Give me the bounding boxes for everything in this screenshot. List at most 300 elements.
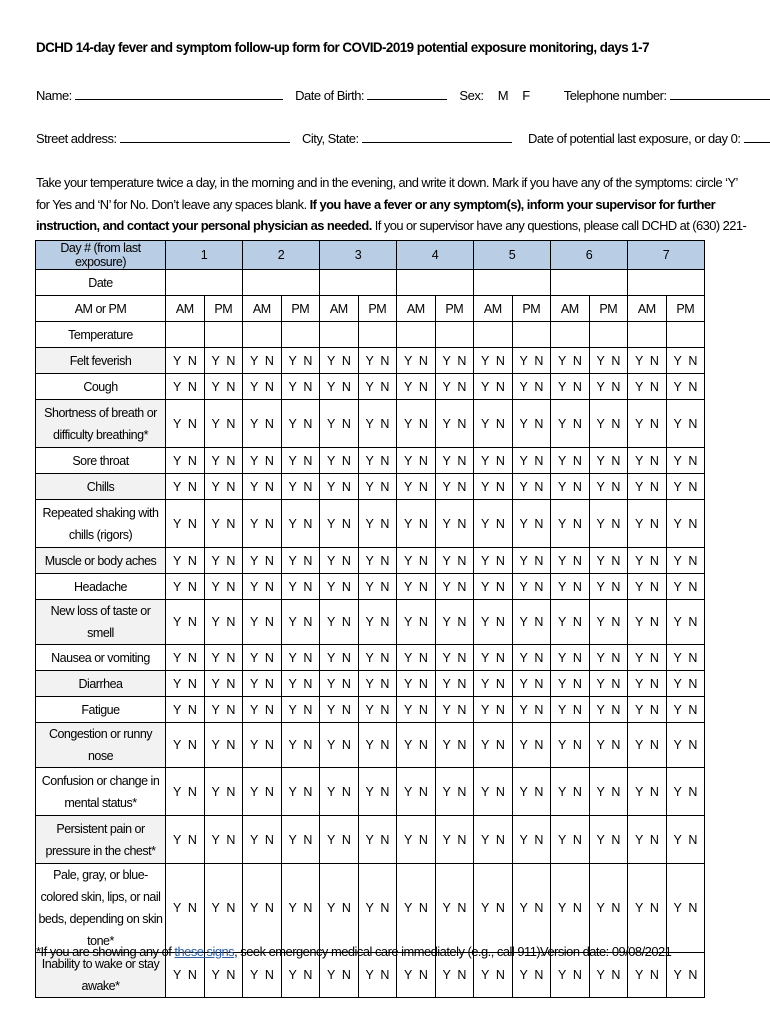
yes-option[interactable]: Y: [673, 553, 682, 568]
yn-cell[interactable]: [281, 953, 320, 998]
yn-cell[interactable]: [628, 864, 667, 953]
yn-cell[interactable]: [628, 574, 667, 600]
yn-cell[interactable]: [204, 723, 243, 768]
yes-option[interactable]: Y: [519, 453, 528, 468]
no-option[interactable]: N: [264, 579, 274, 594]
no-option[interactable]: N: [495, 453, 505, 468]
no-option[interactable]: N: [649, 832, 659, 847]
yn-cell[interactable]: [320, 574, 359, 600]
yes-option[interactable]: Y: [211, 832, 220, 847]
yn-cell[interactable]: [474, 600, 513, 645]
yn-cell[interactable]: [589, 574, 628, 600]
no-option[interactable]: N: [611, 379, 620, 394]
yn-cell[interactable]: [666, 671, 705, 697]
yn-cell[interactable]: [358, 953, 397, 998]
no-option[interactable]: N: [688, 553, 697, 568]
temperature-cell[interactable]: [166, 322, 205, 348]
yes-option[interactable]: Y: [365, 968, 374, 982]
yes-option[interactable]: Y: [365, 353, 374, 368]
yn-cell[interactable]: [397, 448, 436, 474]
no-option[interactable]: N: [341, 553, 351, 568]
yes-option[interactable]: Y: [173, 379, 181, 394]
no-option[interactable]: N: [303, 702, 312, 717]
yn-cell[interactable]: [166, 953, 205, 998]
yn-cell[interactable]: [628, 768, 667, 816]
no-option[interactable]: N: [649, 615, 659, 629]
yes-option[interactable]: Y: [365, 579, 374, 594]
yn-cell[interactable]: [628, 697, 667, 723]
yes-option[interactable]: Y: [481, 516, 489, 531]
no-option[interactable]: N: [649, 479, 659, 494]
no-option[interactable]: N: [611, 650, 620, 665]
yes-option[interactable]: Y: [365, 784, 374, 799]
no-option[interactable]: N: [303, 579, 312, 594]
yes-option[interactable]: Y: [481, 901, 489, 915]
yn-cell[interactable]: [358, 348, 397, 374]
no-option[interactable]: N: [341, 650, 351, 665]
yn-cell[interactable]: [166, 723, 205, 768]
yes-option[interactable]: Y: [596, 901, 605, 915]
date-cell[interactable]: [397, 270, 474, 296]
no-option[interactable]: N: [187, 379, 197, 394]
no-option[interactable]: N: [495, 968, 505, 982]
yn-cell[interactable]: [551, 671, 590, 697]
no-option[interactable]: N: [264, 832, 274, 847]
yes-option[interactable]: Y: [635, 353, 643, 368]
yn-cell[interactable]: [320, 474, 359, 500]
yn-cell[interactable]: [666, 645, 705, 671]
yn-cell[interactable]: [397, 723, 436, 768]
no-option[interactable]: N: [457, 553, 466, 568]
yes-option[interactable]: Y: [673, 676, 682, 691]
no-option[interactable]: N: [187, 702, 197, 717]
yes-option[interactable]: Y: [365, 516, 374, 531]
yes-option[interactable]: Y: [673, 784, 682, 799]
yn-cell[interactable]: [358, 400, 397, 448]
yn-cell[interactable]: [551, 474, 590, 500]
no-option[interactable]: N: [534, 353, 543, 368]
phone-field[interactable]: [670, 86, 770, 100]
yn-cell[interactable]: [166, 768, 205, 816]
no-option[interactable]: N: [649, 579, 659, 594]
no-option[interactable]: N: [418, 416, 428, 431]
no-option[interactable]: N: [572, 479, 582, 494]
yn-cell[interactable]: [320, 768, 359, 816]
yes-option[interactable]: Y: [442, 832, 451, 847]
yes-option[interactable]: Y: [673, 353, 682, 368]
yes-option[interactable]: Y: [519, 553, 528, 568]
yes-option[interactable]: Y: [404, 353, 412, 368]
yn-cell[interactable]: [474, 348, 513, 374]
no-option[interactable]: N: [341, 676, 351, 691]
no-option[interactable]: N: [611, 901, 620, 915]
yes-option[interactable]: Y: [404, 379, 412, 394]
yn-cell[interactable]: [551, 374, 590, 400]
yes-option[interactable]: Y: [481, 479, 489, 494]
yn-cell[interactable]: [358, 697, 397, 723]
no-option[interactable]: N: [649, 516, 659, 531]
no-option[interactable]: N: [688, 650, 697, 665]
yn-cell[interactable]: [512, 768, 551, 816]
yn-cell[interactable]: [474, 697, 513, 723]
yn-cell[interactable]: [435, 474, 474, 500]
yn-cell[interactable]: [512, 816, 551, 864]
no-option[interactable]: N: [457, 416, 466, 431]
no-option[interactable]: N: [187, 579, 197, 594]
yes-option[interactable]: Y: [673, 453, 682, 468]
yes-option[interactable]: Y: [673, 615, 682, 629]
no-option[interactable]: N: [303, 379, 312, 394]
yn-cell[interactable]: [397, 574, 436, 600]
no-option[interactable]: N: [688, 453, 697, 468]
no-option[interactable]: N: [187, 353, 197, 368]
yn-cell[interactable]: [204, 500, 243, 548]
yn-cell[interactable]: [666, 697, 705, 723]
yes-option[interactable]: Y: [673, 650, 682, 665]
yes-option[interactable]: Y: [365, 453, 374, 468]
yes-option[interactable]: Y: [442, 615, 451, 629]
no-option[interactable]: N: [187, 416, 197, 431]
yes-option[interactable]: Y: [558, 553, 566, 568]
no-option[interactable]: N: [226, 901, 235, 915]
yn-cell[interactable]: [281, 474, 320, 500]
yn-cell[interactable]: [512, 448, 551, 474]
yes-option[interactable]: Y: [596, 453, 605, 468]
yes-option[interactable]: Y: [173, 702, 181, 717]
no-option[interactable]: N: [264, 379, 274, 394]
no-option[interactable]: N: [380, 968, 389, 982]
no-option[interactable]: N: [380, 353, 389, 368]
yn-cell[interactable]: [397, 374, 436, 400]
yes-option[interactable]: Y: [211, 901, 220, 915]
yes-option[interactable]: Y: [558, 702, 566, 717]
no-option[interactable]: N: [572, 738, 582, 752]
yes-option[interactable]: Y: [211, 968, 220, 982]
no-option[interactable]: N: [187, 453, 197, 468]
no-option[interactable]: N: [495, 650, 505, 665]
no-option[interactable]: N: [649, 379, 659, 394]
yn-cell[interactable]: [589, 645, 628, 671]
no-option[interactable]: N: [226, 453, 235, 468]
yes-option[interactable]: Y: [442, 738, 451, 752]
no-option[interactable]: N: [611, 615, 620, 629]
no-option[interactable]: N: [380, 516, 389, 531]
date-cell[interactable]: [474, 270, 551, 296]
yn-cell[interactable]: [358, 500, 397, 548]
yn-cell[interactable]: [666, 574, 705, 600]
yes-option[interactable]: Y: [442, 702, 451, 717]
yn-cell[interactable]: [320, 400, 359, 448]
yes-option[interactable]: Y: [596, 615, 605, 629]
yn-cell[interactable]: [628, 500, 667, 548]
no-option[interactable]: N: [264, 479, 274, 494]
no-option[interactable]: N: [226, 479, 235, 494]
yn-cell[interactable]: [474, 671, 513, 697]
yes-option[interactable]: Y: [365, 553, 374, 568]
no-option[interactable]: N: [187, 479, 197, 494]
yn-cell[interactable]: [281, 768, 320, 816]
no-option[interactable]: N: [341, 968, 351, 982]
date-cell[interactable]: [551, 270, 628, 296]
yn-cell[interactable]: [589, 953, 628, 998]
no-option[interactable]: N: [572, 516, 582, 531]
yes-option[interactable]: Y: [288, 353, 297, 368]
temperature-cell[interactable]: [358, 322, 397, 348]
no-option[interactable]: N: [495, 379, 505, 394]
temperature-cell[interactable]: [666, 322, 705, 348]
yn-cell[interactable]: [281, 864, 320, 953]
no-option[interactable]: N: [611, 784, 620, 799]
yes-option[interactable]: Y: [442, 479, 451, 494]
yn-cell[interactable]: [358, 671, 397, 697]
yes-option[interactable]: Y: [288, 901, 297, 915]
yn-cell[interactable]: [474, 500, 513, 548]
yn-cell[interactable]: [628, 600, 667, 645]
yn-cell[interactable]: [204, 448, 243, 474]
yn-cell[interactable]: [551, 864, 590, 953]
no-option[interactable]: N: [611, 676, 620, 691]
no-option[interactable]: N: [534, 901, 543, 915]
temperature-cell[interactable]: [474, 322, 513, 348]
yes-option[interactable]: Y: [442, 553, 451, 568]
yes-option[interactable]: Y: [442, 516, 451, 531]
yes-option[interactable]: Y: [442, 676, 451, 691]
no-option[interactable]: N: [418, 968, 428, 982]
no-option[interactable]: N: [341, 353, 351, 368]
no-option[interactable]: N: [187, 832, 197, 847]
yes-option[interactable]: Y: [558, 479, 566, 494]
yn-cell[interactable]: [551, 548, 590, 574]
yes-option[interactable]: Y: [327, 968, 335, 982]
yes-option[interactable]: Y: [211, 615, 220, 629]
no-option[interactable]: N: [264, 901, 274, 915]
yes-option[interactable]: Y: [558, 676, 566, 691]
yes-option[interactable]: Y: [442, 901, 451, 915]
no-option[interactable]: N: [226, 968, 235, 982]
no-option[interactable]: N: [418, 516, 428, 531]
no-option[interactable]: N: [418, 453, 428, 468]
no-option[interactable]: N: [341, 615, 351, 629]
no-option[interactable]: N: [495, 676, 505, 691]
no-option[interactable]: N: [380, 901, 389, 915]
no-option[interactable]: N: [611, 968, 620, 982]
no-option[interactable]: N: [495, 832, 505, 847]
yn-cell[interactable]: [320, 600, 359, 645]
yn-cell[interactable]: [435, 348, 474, 374]
no-option[interactable]: N: [226, 784, 235, 799]
yn-cell[interactable]: [358, 548, 397, 574]
no-option[interactable]: N: [187, 553, 197, 568]
no-option[interactable]: N: [534, 702, 543, 717]
no-option[interactable]: N: [303, 453, 312, 468]
yn-cell[interactable]: [512, 953, 551, 998]
yes-option[interactable]: Y: [173, 353, 181, 368]
yn-cell[interactable]: [589, 816, 628, 864]
no-option[interactable]: N: [688, 676, 697, 691]
no-option[interactable]: N: [418, 379, 428, 394]
no-option[interactable]: N: [303, 479, 312, 494]
yes-option[interactable]: Y: [596, 516, 605, 531]
yes-option[interactable]: Y: [442, 379, 451, 394]
yes-option[interactable]: Y: [519, 784, 528, 799]
no-option[interactable]: N: [303, 416, 312, 431]
yn-cell[interactable]: [435, 448, 474, 474]
yn-cell[interactable]: [320, 548, 359, 574]
yes-option[interactable]: Y: [519, 479, 528, 494]
yn-cell[interactable]: [589, 671, 628, 697]
no-option[interactable]: N: [187, 901, 197, 915]
yn-cell[interactable]: [474, 864, 513, 953]
yes-option[interactable]: Y: [173, 676, 181, 691]
no-option[interactable]: N: [534, 784, 543, 799]
yn-cell[interactable]: [666, 600, 705, 645]
these-signs-link[interactable]: these signs: [174, 944, 235, 959]
yes-option[interactable]: Y: [673, 579, 682, 594]
no-option[interactable]: N: [303, 738, 312, 752]
no-option[interactable]: N: [688, 738, 697, 752]
no-option[interactable]: N: [380, 453, 389, 468]
yes-option[interactable]: Y: [481, 676, 489, 691]
yes-option[interactable]: Y: [211, 479, 220, 494]
yes-option[interactable]: Y: [211, 738, 220, 752]
yes-option[interactable]: Y: [250, 832, 258, 847]
no-option[interactable]: N: [534, 650, 543, 665]
yes-option[interactable]: Y: [327, 738, 335, 752]
yes-option[interactable]: Y: [365, 901, 374, 915]
yn-cell[interactable]: [166, 374, 205, 400]
yn-cell[interactable]: [243, 953, 282, 998]
no-option[interactable]: N: [187, 650, 197, 665]
yn-cell[interactable]: [358, 374, 397, 400]
yn-cell[interactable]: [512, 348, 551, 374]
yn-cell[interactable]: [512, 574, 551, 600]
yes-option[interactable]: Y: [635, 784, 643, 799]
no-option[interactable]: N: [226, 738, 235, 752]
yn-cell[interactable]: [474, 548, 513, 574]
yn-cell[interactable]: [320, 500, 359, 548]
no-option[interactable]: N: [457, 784, 466, 799]
yn-cell[interactable]: [358, 448, 397, 474]
no-option[interactable]: N: [418, 901, 428, 915]
no-option[interactable]: N: [688, 479, 697, 494]
yes-option[interactable]: Y: [404, 784, 412, 799]
yes-option[interactable]: Y: [558, 738, 566, 752]
yes-option[interactable]: Y: [635, 615, 643, 629]
yes-option[interactable]: Y: [519, 702, 528, 717]
no-option[interactable]: N: [380, 702, 389, 717]
no-option[interactable]: N: [495, 784, 505, 799]
yes-option[interactable]: Y: [327, 650, 335, 665]
yn-cell[interactable]: [397, 600, 436, 645]
yn-cell[interactable]: [204, 574, 243, 600]
yn-cell[interactable]: [551, 500, 590, 548]
no-option[interactable]: N: [226, 650, 235, 665]
yes-option[interactable]: Y: [211, 784, 220, 799]
no-option[interactable]: N: [688, 416, 697, 431]
yes-option[interactable]: Y: [673, 968, 682, 982]
no-option[interactable]: N: [380, 579, 389, 594]
no-option[interactable]: N: [457, 479, 466, 494]
no-option[interactable]: N: [303, 353, 312, 368]
yn-cell[interactable]: [512, 864, 551, 953]
no-option[interactable]: N: [341, 416, 351, 431]
yes-option[interactable]: Y: [519, 353, 528, 368]
no-option[interactable]: N: [457, 901, 466, 915]
yn-cell[interactable]: [474, 400, 513, 448]
yes-option[interactable]: Y: [250, 738, 258, 752]
yes-option[interactable]: Y: [327, 615, 335, 629]
yn-cell[interactable]: [512, 723, 551, 768]
yes-option[interactable]: Y: [558, 615, 566, 629]
yn-cell[interactable]: [512, 374, 551, 400]
yes-option[interactable]: Y: [173, 453, 181, 468]
yes-option[interactable]: Y: [558, 453, 566, 468]
yes-option[interactable]: Y: [596, 832, 605, 847]
yn-cell[interactable]: [397, 816, 436, 864]
yes-option[interactable]: Y: [250, 784, 258, 799]
yes-option[interactable]: Y: [173, 650, 181, 665]
no-option[interactable]: N: [611, 479, 620, 494]
yes-option[interactable]: Y: [365, 379, 374, 394]
yn-cell[interactable]: [243, 864, 282, 953]
yn-cell[interactable]: [204, 374, 243, 400]
yes-option[interactable]: Y: [519, 968, 528, 982]
no-option[interactable]: N: [226, 615, 235, 629]
yes-option[interactable]: Y: [519, 676, 528, 691]
no-option[interactable]: N: [572, 968, 582, 982]
no-option[interactable]: N: [380, 479, 389, 494]
no-option[interactable]: N: [303, 553, 312, 568]
yn-cell[interactable]: [551, 645, 590, 671]
yn-cell[interactable]: [666, 953, 705, 998]
yn-cell[interactable]: [512, 548, 551, 574]
no-option[interactable]: N: [457, 615, 466, 629]
yes-option[interactable]: Y: [481, 553, 489, 568]
yn-cell[interactable]: [204, 768, 243, 816]
yn-cell[interactable]: [243, 548, 282, 574]
yes-option[interactable]: Y: [173, 416, 181, 431]
no-option[interactable]: N: [264, 738, 274, 752]
yes-option[interactable]: Y: [404, 901, 412, 915]
no-option[interactable]: N: [572, 615, 582, 629]
yn-cell[interactable]: [435, 548, 474, 574]
yes-option[interactable]: Y: [327, 784, 335, 799]
no-option[interactable]: N: [418, 615, 428, 629]
yn-cell[interactable]: [551, 348, 590, 374]
yn-cell[interactable]: [628, 671, 667, 697]
no-option[interactable]: N: [611, 702, 620, 717]
yn-cell[interactable]: [435, 816, 474, 864]
no-option[interactable]: N: [649, 784, 659, 799]
yn-cell[interactable]: [397, 400, 436, 448]
yn-cell[interactable]: [589, 697, 628, 723]
no-option[interactable]: N: [495, 516, 505, 531]
yn-cell[interactable]: [281, 645, 320, 671]
yes-option[interactable]: Y: [404, 416, 412, 431]
no-option[interactable]: N: [534, 553, 543, 568]
no-option[interactable]: N: [534, 615, 543, 629]
no-option[interactable]: N: [649, 553, 659, 568]
yes-option[interactable]: Y: [173, 784, 181, 799]
yn-cell[interactable]: [474, 645, 513, 671]
yes-option[interactable]: Y: [250, 702, 258, 717]
yes-option[interactable]: Y: [250, 416, 258, 431]
no-option[interactable]: N: [457, 516, 466, 531]
yn-cell[interactable]: [666, 374, 705, 400]
no-option[interactable]: N: [418, 650, 428, 665]
yes-option[interactable]: Y: [635, 453, 643, 468]
yn-cell[interactable]: [666, 348, 705, 374]
